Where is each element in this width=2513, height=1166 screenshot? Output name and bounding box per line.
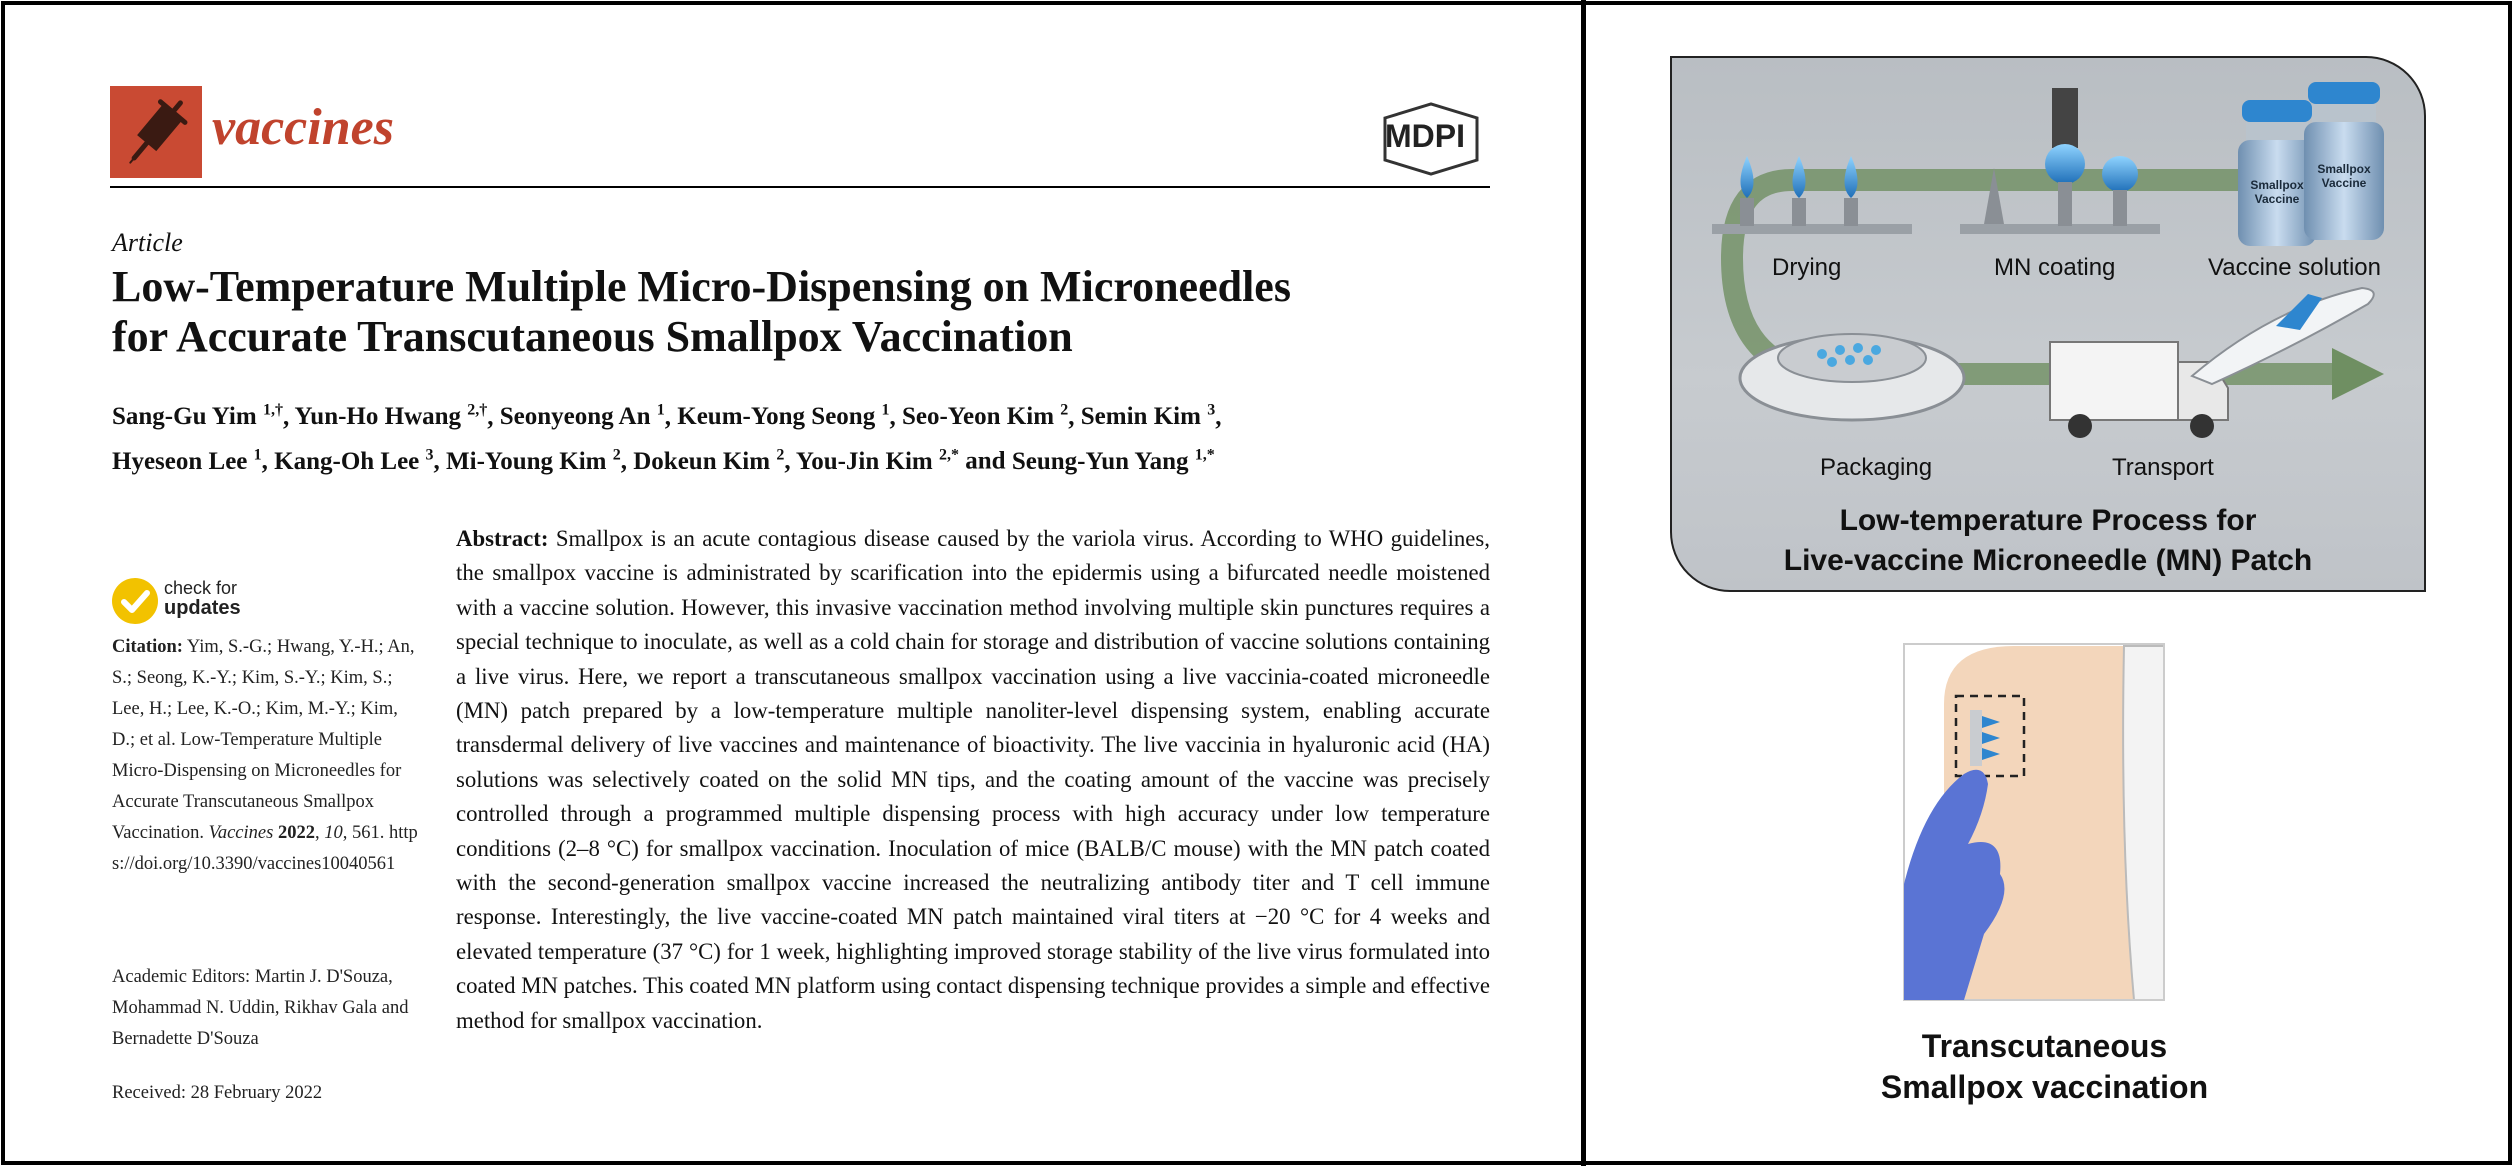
author: Kang-Oh Lee $^3$ xyxy=(274,446,434,475)
process-arrow-icon xyxy=(2332,348,2384,400)
citation-block: Citation: Yim, S.-G.; Hwang, Y.-H.; An, S.; Seong, K.-Y.; Kim, S.-Y.; Kim, S.; Lee, H.; Lee, K.-O.; Kim, M.-Y.; Kim, D.; et al. Low-Temperature Multiple Micro-Dispensing on Microneedles for Accurate Transcutaneous Smallpox Vaccination. Vaccines 2022, 10, 561. https://doi.org/10.3390/vaccines10040561 xyxy=(112,637,418,874)
author: Keum-Yong Seong $^1$ xyxy=(677,402,890,431)
header-rule xyxy=(110,186,1490,188)
citation-doi-link[interactable]: https://doi.org/10.3390/vaccines10040561 xyxy=(112,823,418,874)
author: Mi-Young Kim $^2$ xyxy=(446,446,621,475)
academic-editors: Academic Editors: Martin J. D'Souza, Mohammad N. Uddin, Rikhav Gala and Bernadette D'Souza xyxy=(112,967,409,1049)
author: Seung-Yun Yang $^{1,*}$ xyxy=(1011,446,1215,475)
author: Hyeseon Lee $^1$ xyxy=(112,446,262,475)
transport-truck-icon xyxy=(2050,342,2228,438)
mn-patch-icon xyxy=(1982,716,2000,760)
article-type: Article xyxy=(112,228,183,257)
author: Semin Kim $^3$ xyxy=(1080,402,1216,431)
author-list: Sang-Gu Yim $^{1,\dagger}$, Yun-Ho Hwang $^{2,\dagger}$, Seonyeong An $^1$, Keum-Yong Seong $^1$, Seo-Yeon Kim $^2$, Semin Kim $^3$, Hyeseon Lee $^1$, Kang-Oh Lee $^3$, Mi-Young Kim $^2$, Dokeun Kim $^2$, You-Jin Kim $^{2,*}$ and Seung-Yun Yang $^{1,*}$ xyxy=(112,402,1222,475)
journal-logo-icon xyxy=(110,86,202,178)
label-transport: Transport xyxy=(2112,454,2214,481)
author: Seonyeong An $^1$ xyxy=(499,402,665,431)
publisher-name: MDPI xyxy=(1385,118,1465,154)
author: Yun-Ho Hwang $^{2,\dagger}$ xyxy=(294,402,488,431)
article-title xyxy=(112,262,1512,362)
label-mn-coating: MN coating xyxy=(1994,254,2116,281)
vial-label-right: Smallpox Vaccine xyxy=(2317,162,2371,190)
vial-label-left: Smallpox Vaccine xyxy=(2250,178,2304,206)
and-word: and xyxy=(965,447,1006,475)
citation-page: 561. xyxy=(351,823,385,843)
citation-volume: 10 xyxy=(324,823,343,843)
arm-vaccination-illustration xyxy=(1904,644,2184,1004)
check-updates-link[interactable]: check for updates xyxy=(164,578,241,619)
author: You-Jin Kim $^{2,*}$ xyxy=(795,446,959,475)
journal-name: vaccines xyxy=(212,99,394,156)
abstract xyxy=(456,522,1490,1038)
check-updates-icon[interactable] xyxy=(112,578,158,624)
panel-title-line-1: Low-temperature Process for xyxy=(1839,504,2257,537)
vaccination-title-line-2: Smallpox vaccination xyxy=(1880,1069,2209,1105)
citation-text: Yim, S.-G.; Hwang, Y.-H.; An, S.; Seong, K.-Y.; Kim, S.-Y.; Kim, S.; Lee, H.; Lee, K.-O.; Kim, M.-Y.; Kim, D.; et al. Low-Temperature Multiple Micro-Dispensing on Microneedles for Accurate Transcutaneous Smallpox Vaccination. xyxy=(112,637,415,843)
received-date: Received: 28 February 2022 xyxy=(112,1083,323,1103)
panel-title-line-2: Live-vaccine Microneedle (MN) Patch xyxy=(1783,544,2313,577)
label-packaging: Packaging xyxy=(1820,454,1933,481)
citation-label: Citation: xyxy=(112,637,183,657)
mn-coating-icon xyxy=(1960,88,2160,234)
label-drying: Drying xyxy=(1772,254,1842,281)
process-panel xyxy=(1670,56,2426,592)
title-line-1: Low-Temperature Multiple Micro-Dispensing on Microneedles xyxy=(112,262,1291,311)
citation-journal: Vaccines xyxy=(208,823,274,843)
graphical-abstract xyxy=(1586,0,2503,1166)
label-vaccine-solution: Vaccine solution xyxy=(2208,254,2381,281)
citation-year: 2022 xyxy=(277,823,315,843)
vaccination-title-line-1: Transcutaneous xyxy=(1921,1028,2168,1064)
abstract-label: Abstract: xyxy=(456,526,549,551)
title-line-2: for Accurate Transcutaneous Smallpox Vaccination xyxy=(112,312,1073,361)
shirt-sleeve xyxy=(2123,646,2164,1000)
author: Sang-Gu Yim $^{1,\dagger}$ xyxy=(112,402,283,431)
packaging-dish-icon xyxy=(1740,334,1964,420)
author: Dokeun Kim $^2$ xyxy=(633,446,785,475)
author: Seo-Yeon Kim $^2$ xyxy=(901,402,1069,431)
abstract-text: Smallpox is an acute contagious disease caused by the variola virus. According to WHO guidelines, the smallpox vaccine is administrated by scarification into the epidermis using a bifurcated needle moistened with a vaccine solution. However, this invasive vaccination method involving multiple skin punctures requires a special technique to inoculate, as well as a cold chain for storage and distribution of vaccine solutions containing a live virus. Here, we report a transcutaneous smallpox vaccination using a live vaccinia-coated microneedle (MN) patch prepared by a low-temperature multiple nanoliter-level dispensing system, enabling accurate transdermal delivery of live vaccines and maintenance of bioactivity. The live vaccinia in hyaluronic acid (HA) solutions was selectively coated on the solid MN tips, and the coating amount of the vaccine was precisely controlled through a programmed multiple dispensing process with high accuracy under low temperature conditions (2–8 °C) for smallpox vaccination. Inoculation of mice (BALB/C mouse) with the MN patch coated with the second-generation smallpox vaccine increased the neutralizing antibody titer and T cell immune response. Interestingly, the live vaccine-coated MN patch maintained viral titers at −20 °C for 4 weeks and elevated temperature (37 °C) for 1 week, highlighting improved storage stability of the live virus formulated into coated MN patches. This coated MN platform using contact dispensing technique provides a simple and effective method for smallpox vaccination. xyxy=(456,526,1490,1033)
